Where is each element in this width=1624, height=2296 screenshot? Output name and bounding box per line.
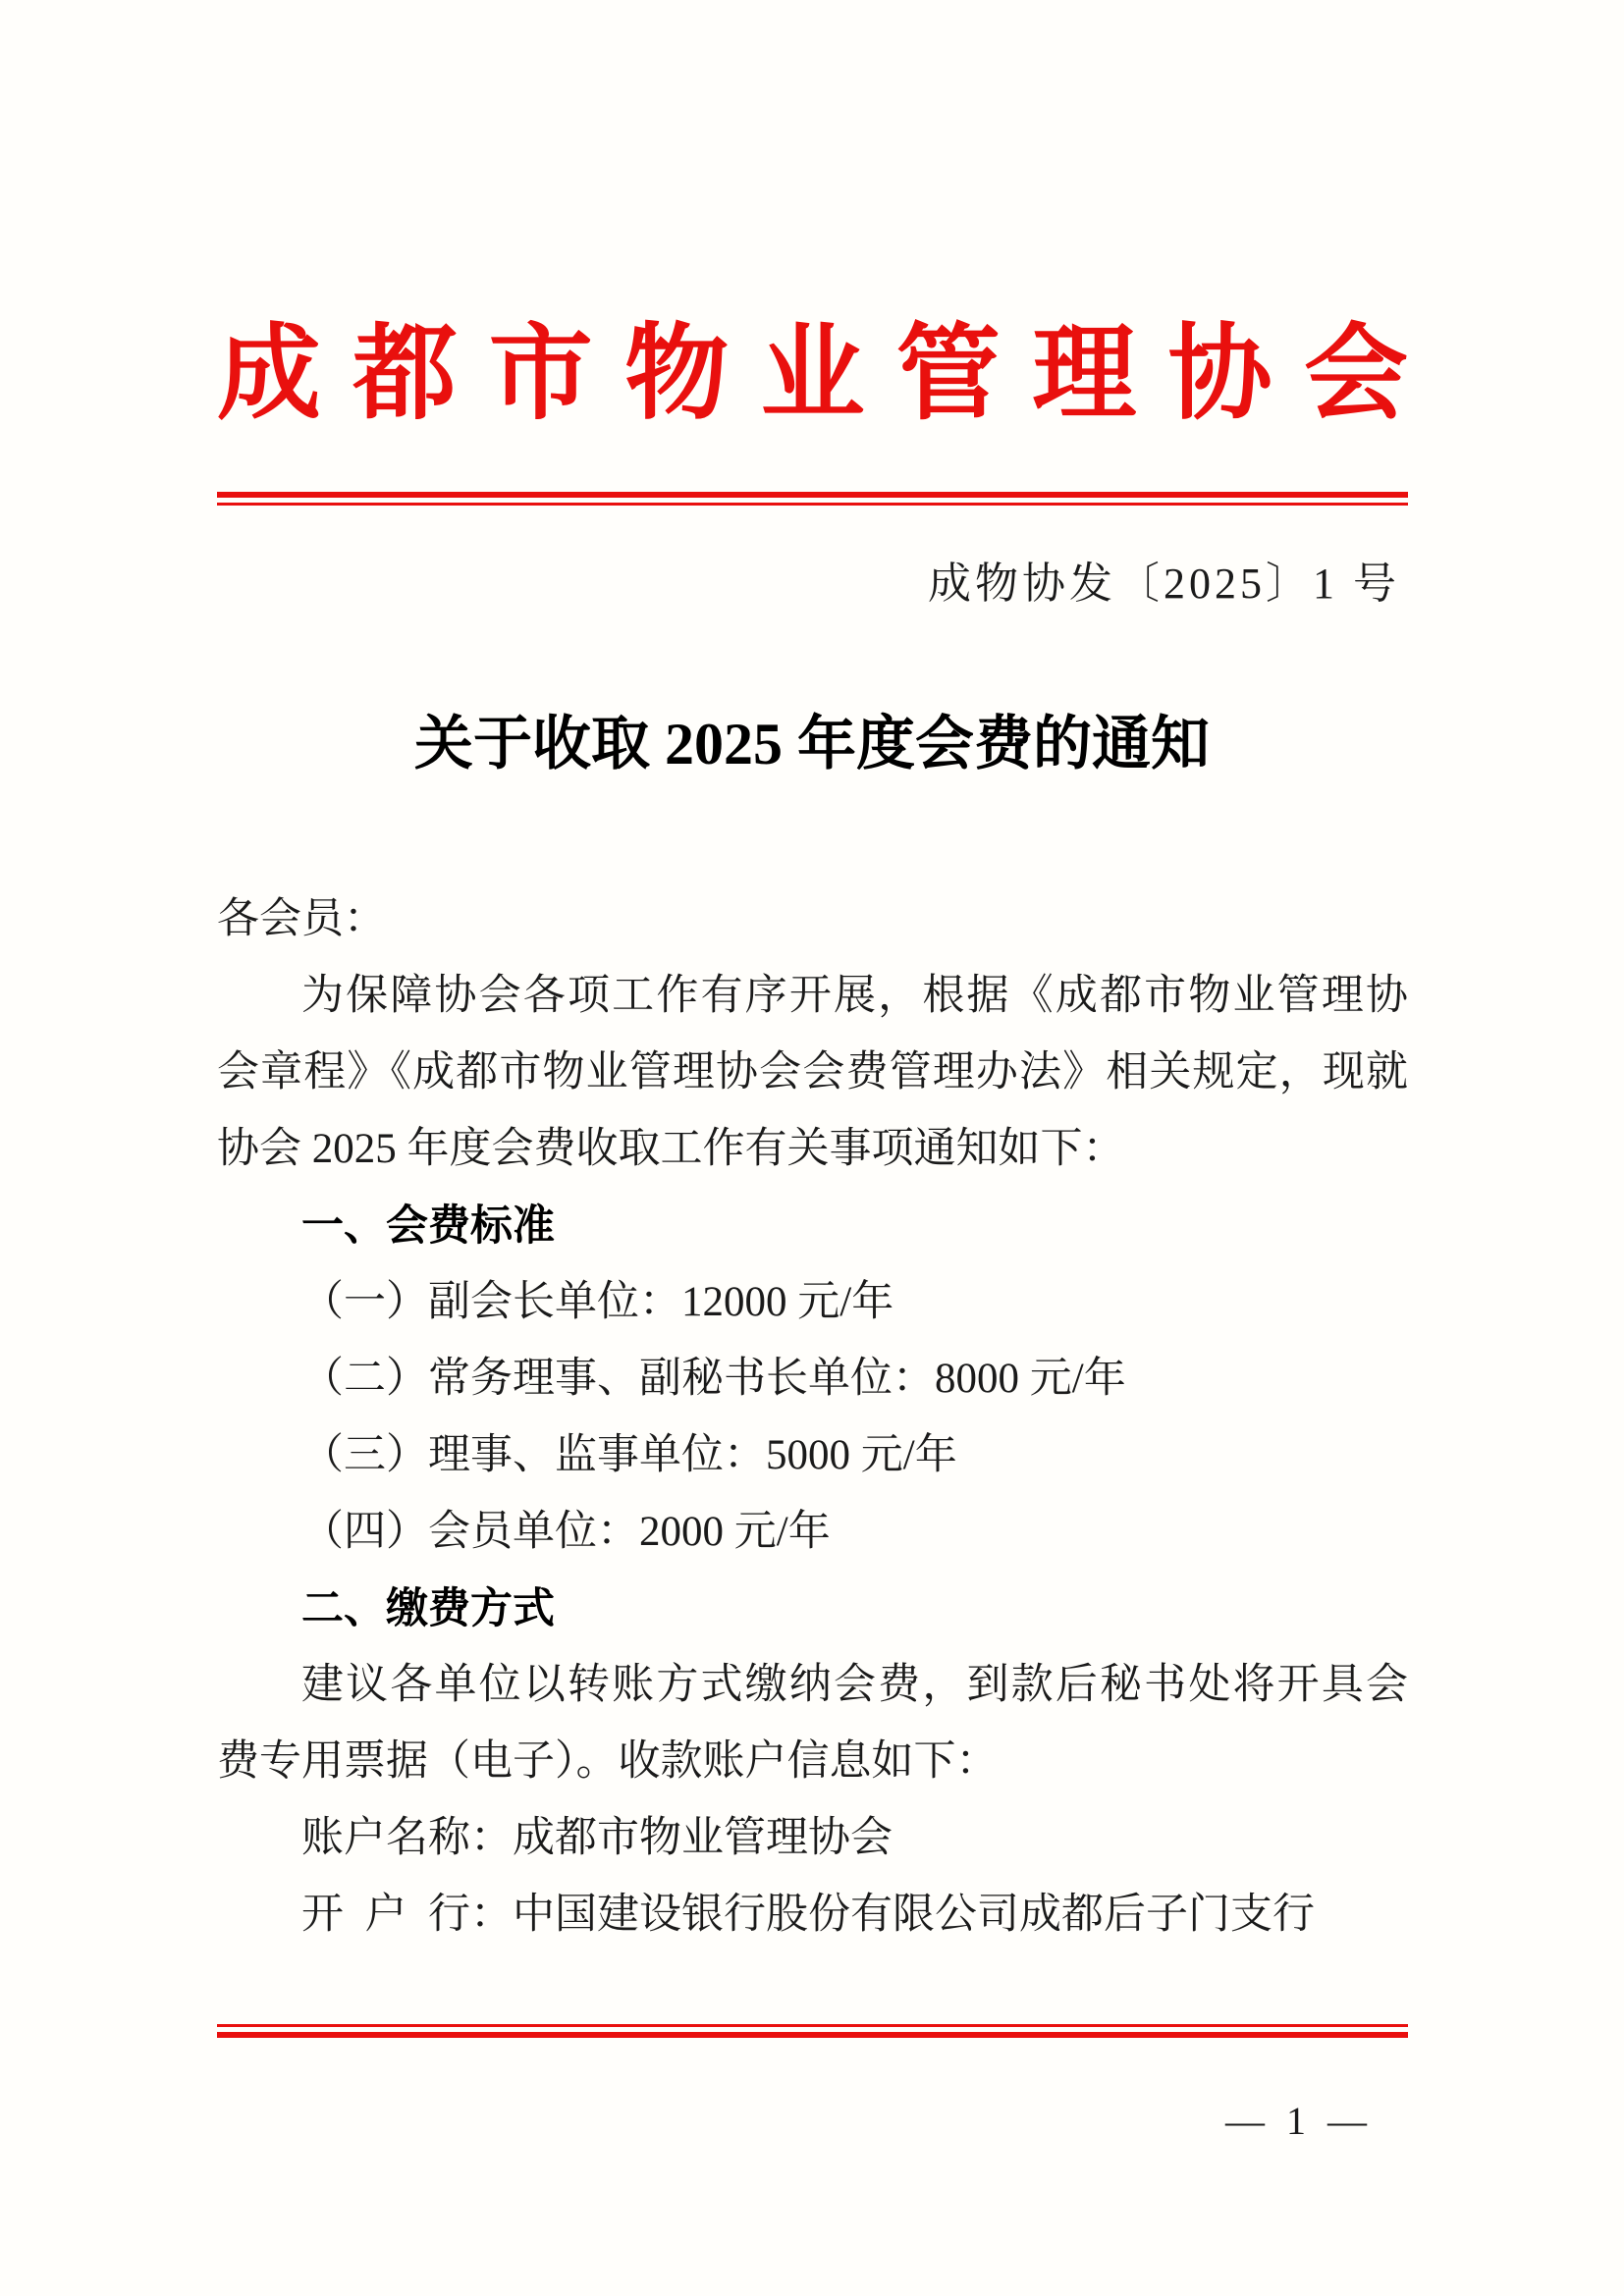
payment-line-1: 建议各单位以转账方式缴纳会费，到款后秘书处将开具会 — [301, 1662, 1408, 1708]
intro-line-1: 为保障协会各项工作有序开展，根据《成都市物业管理协 — [301, 973, 1408, 1019]
fee-item-4: （四）会员单位：2000 元/年 — [301, 1509, 831, 1555]
section-2-heading: 二、缴费方式 — [301, 1585, 555, 1632]
fee-item-2: （二）常务理事、副秘书长单位：8000 元/年 — [301, 1356, 1126, 1402]
intro-line-3: 协会 2025 年度会费收取工作有关事项通知如下： — [217, 1126, 1125, 1172]
payment-line-2: 费专用票据（电子）。收款账户信息如下： — [217, 1738, 999, 1785]
fee-item-1: （一）副会长单位：12000 元/年 — [301, 1279, 894, 1325]
document-body — [217, 881, 1408, 1953]
account-name-line: 账户名称：成都市物业管理协会 — [301, 1815, 893, 1861]
footer-divider — [217, 2024, 1408, 2038]
fee-item-3: （三）理事、监事单位：5000 元/年 — [301, 1432, 957, 1478]
bank-account-line: 开 户 行：中国建设银行股份有限公司成都后子门支行 — [301, 1892, 1315, 1938]
document-number: 成物协发〔2025〕1 号 — [928, 560, 1400, 608]
page-number: — 1 — — [1225, 2099, 1373, 2143]
document-title: 关于收取 2025 年度会费的通知 — [414, 712, 1210, 776]
section-1-heading: 一、会费标准 — [301, 1202, 555, 1250]
letterhead-divider — [217, 492, 1408, 506]
salutation-line: 各会员： — [217, 896, 386, 942]
intro-line-2: 会章程》《成都市物业管理协会会费管理办法》相关规定，现就 — [217, 1049, 1408, 1095]
letterhead-org-name: 成都市物业管理协会 — [217, 317, 1408, 432]
